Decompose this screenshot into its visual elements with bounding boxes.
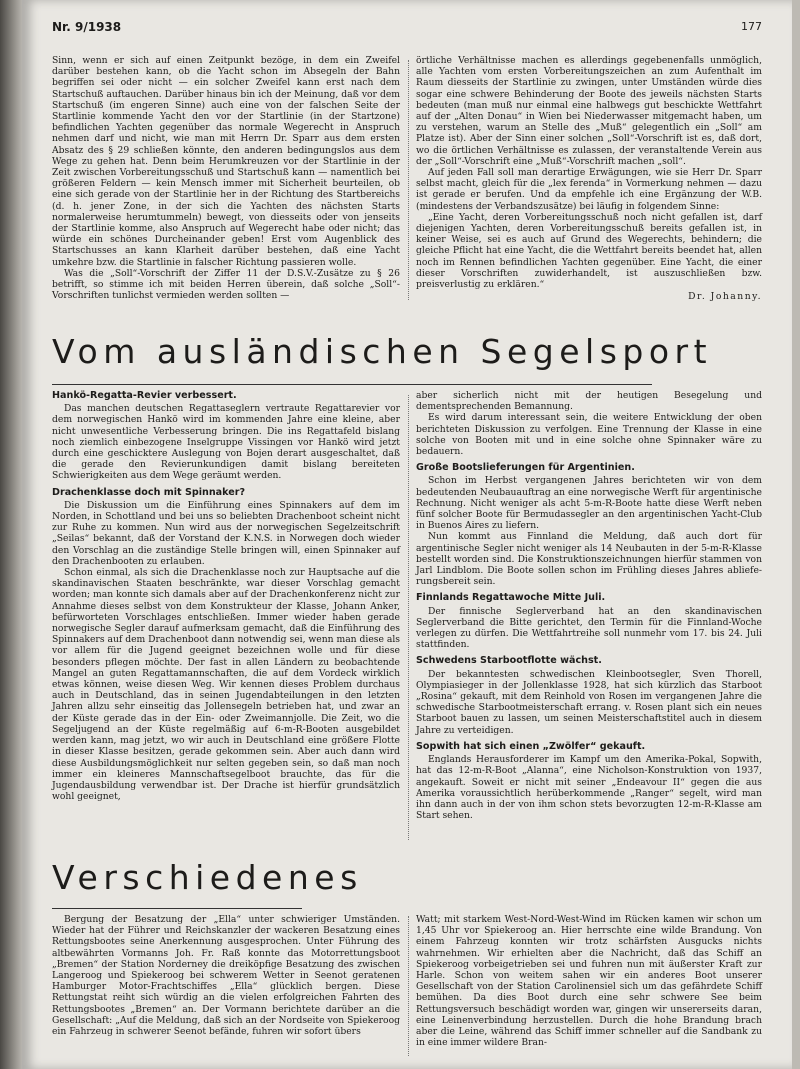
body-paragraph: Bergung der Besatzung der „Ella“ unter schwieriger Umständen. Wieder hat der Führer und Reichskanzler der wackeren Besatzung eines Rettungsbootes seine Anerkennung ausgesprochen. Unter Führung des altbewährten Vormanns Joh. Fr. Raß konnte das Motorrettungsboot „Bremen“ der Station Norderney die dreiköpfige Besatzung des zwischen Langeroog und Spiekeroog bei schwerem Wetter in Seenot geratenen Hamburger Motor-Frachtschiffes „Ella“ glücklich bergen. Diese Rettungstat reiht sich würdig an die vielen erfolgreichen Fahrten des Rettungsbootes „Bremen“ an. Der Vormann berichtete darüber an die Gesellschaft: „Auf die Meldung, daß sich an der Nordseite von Spiekeroog ein Fahrzeug in schwerer Seenot befände, fuhren wir sofort übers [52, 914, 400, 1038]
body-paragraph: örtliche Verhältnisse machen es allerdings gegebenenfalls unmöglich, alle Yachten vom ersten Vorbereitungszeichen an zum Aufenthalt im Raum diesseits der Startlinie zu zwingen, unter Umständen würde dies sogar eine schwere Behinderung der Boote des jeweils nächsten Starts bedeuten (man muß nur einmal eine halbwegs gut beschickte Wettfahrt auf der „Alten Donau“ in Wien bei Niederwasser mitgemacht haben, um zu verstehen, warum an Stelle des „Muß“ gelegentlich ein „Soll“ am Platze ist). Aber der Sinn einer solchen „Soll“-Vorschrift ist es, daß dort, wo die örtlichen Verhältnisse es zulassen, der veranstaltende Verein aus der „Soll“-Vorschrift eine „Muß“-Vorschrift machen „soll“. [416, 55, 762, 167]
body-paragraph: Watt; mit starkem West-Nord-West-Wind im Rücken kamen wir schon um 1,45 Uhr vor Spiekeroog an. Hier herrschte eine wilde Brandung. Von einem Fahrzeug konnten wir trotz schärfsten Ausgucks nichts wahrnehmen. Wir erhielten aber die Nachricht, daß das Schiff an Spiekeroog vorbeigetrieben sei und fuhren nun mit äußerster Kraft zur Harle. Schon von weitem sahen wir ein anderes Boot unserer Gesellschaft von der Station Carolinensiel sich um das gefährdete Schiff bemühen. Da dies Boot durch eine sehr schwere See beim Rettungsversuch beschädigt worden war, gingen wir unsererseits daran, eine Leinenverbindung herzustellen. Durch die hohe Brandung brach aber die Leine, während das Schiff immer schneller auf die Sandbank zu in eine immer wildere Bran- [416, 914, 762, 1049]
body-paragraph: Das manchen deutschen Regattaseglern vertraute Regattarevier vor dem norwegischen Hankö wird im kommenden Jahre eine kleine, aber nicht unwesentliche Verbesserung bringen. Die ins Regattafeld bislang noch ziemlich einbezogene Inselgruppe Vissingen vor Hankö wird jetzt durch eine geschicktere Auslegung von Bojen derart ausgeschaltet, daß die gerade den Revierunkundigen damit bislang bereiteten Schwierigkeiten aus dem Wege geräumt werden. [52, 403, 400, 482]
section1-left-column [52, 390, 400, 802]
body-paragraph: Die Diskussion um die Einführung eines Spinnakers auf dem im Norden, in Schottland und bei uns so beliebten Drachenboot scheint nicht zur Ruhe zu kommen. Nun wird aus der norwegischen Segelzeitschrift „Seilas“ bekannt, daß der Vorstand der K.N.S. in Norwegen doch wieder den Vorschlag an die zuständige Stelle bringen will, einen Spinnaker auf den Drachenbooten zu erlauben. [52, 499, 400, 567]
article-heading: Schwedens Starbootflotte wächst. [416, 655, 602, 667]
heading-underline [52, 908, 302, 909]
article-heading: Finnlands Regattawoche Mitte Juli. [416, 592, 606, 604]
quoted-proposal: „Eine Yacht, deren Vorbereitungsschuß noch nicht gefallen ist, darf diejenigen Yachten, deren Vorbereitungsschuß bereits gefallen ist, in keiner Weise, sei es auch auf Grund des Wegerechts, behindern; die gleiche Pflicht hat eine Yacht, die die Wettfahrt bereits beendet hat, allen noch im Rennen befindlichen Yachten gegenüber. Eine Yacht, die einer dieser Vorschriften zuwiderhandelt, ist auszuschließen bzw. preisverlustig zu erklären.“ [416, 211, 762, 291]
issue-number: Nr. 9/1938 [52, 20, 122, 34]
book-binding-shadow [0, 0, 22, 1069]
column-divider [408, 60, 409, 300]
body-paragraph: Es wird darum interessant sein, die weitere Entwicklung der oben berichteten Diskussion zu verfolgen. Eine Trennung der Klasse in eine solche von Booten mit und in eine solche ohne Spinnaker wäre zu bedauern. [416, 412, 762, 458]
section1-right-column [416, 390, 762, 821]
body-paragraph: Der finnische Seglerverband hat an den skandinavischen Seglerverband die Bitte gerichtet, den Termin für die Finnland-Woche verlegen zu dürfen. Die Wettfahrtreihe soll nunmehr vom 17. bis 24. Juli stattfinden. [416, 605, 762, 651]
body-paragraph: aber sicherlich nicht mit der heutigen Besegelung und dementsprechenden Bemannung. [416, 390, 762, 413]
author-signature: Dr. Johanny. [688, 291, 762, 303]
section2-right-column [416, 914, 762, 1048]
article-heading: Drachenklasse doch mit Spinnaker? [52, 486, 246, 498]
body-paragraph: Englands Herausforderer im Kampf um den Amerika-Pokal, Sopwith, hat das 12-m-R-Boot „Alanna“, eine Nicholson-Konstruktion von 1937, angekauft. Soweit er nicht mit seiner „Endeavour II“ gegen die aus Amerika voraussichtlich herüberkommende „Ranger“ segelt, wird man ihn dann auch in der von ihm schon stets bevorzugten 12-m-R-Klasse am Start sehen. [416, 754, 762, 822]
section-heading-miscellaneous: Verschiedenes [52, 858, 363, 897]
column-divider [408, 395, 409, 840]
section-heading-foreign-sailing: Vom ausländischen Segelsport [52, 332, 713, 371]
page-number: 177 [741, 20, 762, 33]
body-paragraph: Schon einmal, als sich die Drachenklasse noch zur Hauptsache auf die skandinavischen Staaten beschränkte, war dieser Vorschlag gemacht worden; man konnte sich damals aber auf der Drachenkonferenz nicht zur Annahme dieses selbst von dem Konstrukteur der Klasse, Johann Anker, befürworteten Vorschlages entschließen. Immer wieder haben gerade norwegische Segler darauf aufmerksam gemacht, daß die Einführung des Spinnakers auf dem Drachenboot dann notwendig sei, wenn man diese als vor allem für die Jugend geeignet bezeichnen wolle und für diese besonders pflegen möchte. Der fast in allen Ländern zu beobachtende Mangel an guten Regattamannschaften, die auf dem Vordeck wirklich etwas können, weise diesen Weg. Wir kennen dieses Problem durchaus auch in Deutschland, das in seinen Jugendabteilungen in den letzten Jahren allzu sehr einseitig das Jollensegeln betrieben hat, und zwar an der Küste gerade das in der Ein- oder Zweimannjolle. Die Zeit, wo die Segeljugend an der Küste regelmäßig auf 6-m-R-Booten ausgebildet werden kann, mag jetzt, wo wir auch in Deutschland eine größere Flotte in dieser Klasse besitzen, gerade gekommen sein. Aber auch dann wird diese Ausbildungsmöglichkeit nur selten gegeben sein, so daß man noch immer ein kleineres Mannschaftsegelboot brauchte, das für die Jugendausbildung verwendbar ist. Der Drache ist hierfür grundsätzlich wohl geeignet, [52, 567, 400, 803]
top-left-column [52, 55, 400, 301]
body-paragraph: Schon im Herbst vergangenen Jahres berichteten wir von dem bedeutenden Neubauauftrag an eine norwegische Werft für argentinische Rechnung. Nicht weniger als acht 5-m-R-Boote hatte diese Werft neben fünf solcher Boote für Bermudassegler an den argentinischen Yacht-Club in Buenos Aires zu liefern. [416, 475, 762, 532]
body-paragraph: Sinn, wenn er sich auf einen Zeitpunkt bezöge, in dem ein Zweifel darüber bestehen kann, ob die Yacht schon im Absegeln der Bahn begriffen sei oder nicht — ein solcher Zweifel kann erst nach dem Startschuß auftauchen. Darüber hinaus bin ich der Meinung, daß vor dem Startschuß (im engeren Sinne) auch eine von der falschen Seite der Startlinie kommende Yacht den vor der Startlinie (in der Startzone) befindlichen Yachten gegenüber das normale Wegerecht in Anspruch nehmen darf und nicht, wie man mit Herrn Dr. Sparr aus dem ersten Absatz des § 29 schließen könnte, den anderen bedingungslos aus dem Wege zu gehen hat. Denn beim Herumkreuzen vor der Startlinie in der Zeit zwischen Vorbereitungsschuß und Startschuß kann — namentlich bei größeren Feldern — kein Mensch immer mit Sicherheit beurteilen, ob eine sich gerade von der Startlinie her in der Richtung des Startbereichs (d. h. jener Zone, in der sich die Yachten des nächsten Starts normalerweise herumtummeln) bewegt, von diesseits oder von jenseits der Startlinie komme, also Anspruch auf Wegerecht habe oder nicht; das würde ein schönes Durcheinander geben! Erst vom Augenblick des Startschusses an kann Klarheit darüber bestehen, daß eine Yacht umkehre bzw. die Startlinie in falscher Richtung passieren wolle. [52, 55, 400, 268]
body-paragraph: Nun kommt aus Finnland die Meldung, daß auch dort für argentinische Segler nicht weniger als 14 Neubauten in der 5-m-R-Klasse bestellt worden sind. Die Konstruktionszeichnungen hierfür stammen von Jarl Lindblom. Die Boote sollen schon im Frühling dieses Jahres ablieferungsbereit sein. [416, 531, 762, 588]
article-heading: Hankö-Regatta-Revier verbessert. [52, 390, 237, 401]
section2-left-column [52, 914, 400, 1037]
article-heading: Große Bootslieferungen für Argentinien. [416, 462, 635, 474]
top-right-column [416, 55, 762, 302]
heading-underline [52, 384, 652, 385]
article-heading: Sopwith hat sich einen „Zwölfer“ gekauft. [416, 740, 646, 752]
column-divider [408, 916, 409, 1056]
body-paragraph: Was die „Soll“-Vorschrift der Ziffer 11 der D.S.V.-Zusätze zu § 26 betrifft, so stimme ich mit beiden Herren überein, daß solche „Soll“-Vorschriften tunlichst vermieden werden sollten — [52, 267, 400, 302]
body-paragraph: Der bekanntesten schwedischen Kleinbootsegler, Sven Thorell, Olympiasieger in der Jollenklasse 1928, hat sich kürzlich das Starboot „Rosina“ gekauft, mit dem Reinhold von Rosen im vergangenen Jahre die schwedische Starbootmeisterschaft errang. v. Rosen plant sich ein neues Starboot bauen zu lassen, um seinen Meisterschaftstitel auch in diesem Jahre zu verteidigen. [416, 668, 762, 736]
magazine-page [22, 0, 792, 1069]
body-paragraph: Auf jeden Fall soll man derartige Erwägungen, wie sie Herr Dr. Sparr selbst macht, gleich für die „lex ferenda“ in Vormerkung nehmen — dazu ist gerade er berufen. Und da empfehle ich eine Ergänzung der W.B. (mindestens der Verbandszusätze) bei läufig in folgendem Sinne: [416, 167, 762, 212]
